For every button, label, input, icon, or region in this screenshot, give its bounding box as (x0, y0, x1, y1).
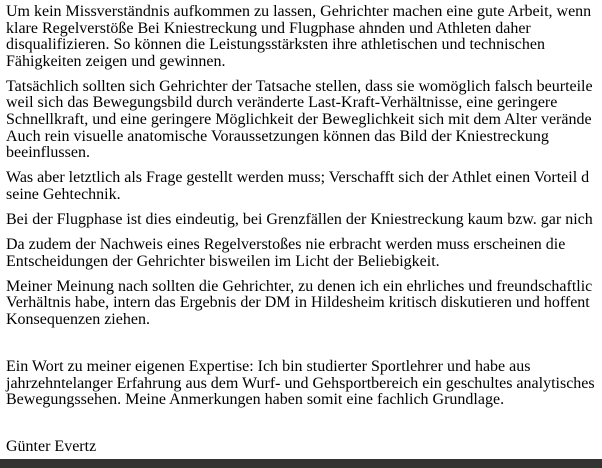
text-line: Schnellkraft, und eine geringere Möglichkeit der Beweglichkeit sich mit dem Alter verände (6, 111, 592, 129)
text-line: Ein Wort zu meiner eigenen Expertise: Ich bin studierter Sportlehrer und habe aus (6, 358, 531, 376)
text-line: Was aber letztlich als Frage gestellt werden muss; Verschafft sich der Athlet einen Vorteil d (6, 169, 590, 187)
text-line: beeinflussen. (6, 144, 90, 162)
spacer (6, 337, 602, 359)
paragraph-advantage-question (6, 170, 602, 203)
text-line: disqualifizieren. So können die Leistungsstärksten ihre athletischen und technischen (6, 36, 545, 54)
spacer (6, 417, 602, 439)
text-line: Da zudem der Nachweis eines Regelverstoßes nie erbracht werden muss erscheinen die (6, 236, 566, 254)
text-line: jahrzehntelanger Erfahrung aus dem Wurf- und Gehsportbereich ein geschultes analytisches (6, 374, 595, 392)
paragraph-proof (6, 237, 602, 270)
author-signature: Günter Evertz (6, 438, 97, 456)
paragraph-opinion (6, 279, 602, 329)
bottom-bar (0, 459, 602, 468)
text-line: Meiner Meinung nach sollten die Gehrichter, zu denen ich ein ehrliches und freundschaftlic (6, 277, 593, 295)
paragraph-flight-phase (6, 212, 602, 229)
text-line: Bei der Flugphase ist dies eindeutig, bei Grenzfällen der Kniestreckung kaum bzw. gar nich (6, 211, 593, 229)
paragraph-expertise (6, 359, 602, 409)
text-line: klare Regelverstöße Bei Kniestreckung und Flugphase ahnden und Athleten daher (6, 19, 531, 37)
text-line: Um kein Missverständnis aufkommen zu lassen, Gehrichter machen eine gute Arbeit, wenn (6, 3, 592, 20)
article-body (6, 4, 602, 456)
text-line: seine Gehtechnik. (6, 185, 121, 203)
text-line: Bewegungssehen. Meine Anmerkungen haben somit eine fachlich Grundlage. (6, 391, 505, 409)
text-line: Fähigkeiten zeigen und gewinnen. (6, 52, 226, 70)
text-line: Entscheidungen der Gehrichter bisweilen im Licht der Beliebigkeit. (6, 252, 440, 270)
text-line: Tatsächlich sollten sich Gehrichter der Tatsache stellen, dass sie womöglich falsch beurteile (6, 77, 593, 95)
text-line: Konsequenzen ziehen. (6, 311, 150, 328)
text-line: Auch rein visuelle anatomische Voraussetzungen können das Bild der Kniestreckung (6, 127, 549, 145)
text-line: weil sich das Bewegungsbild durch veränderte Last-Kraft-Verhältnisse, eine geringere (6, 94, 558, 112)
text-line: Verhältnis habe, intern das Ergebnis der DM in Hildesheim kritisch diskutieren und hoffent (6, 294, 590, 312)
paragraph-intro (6, 4, 602, 70)
paragraph-judges-assessment (6, 79, 602, 162)
